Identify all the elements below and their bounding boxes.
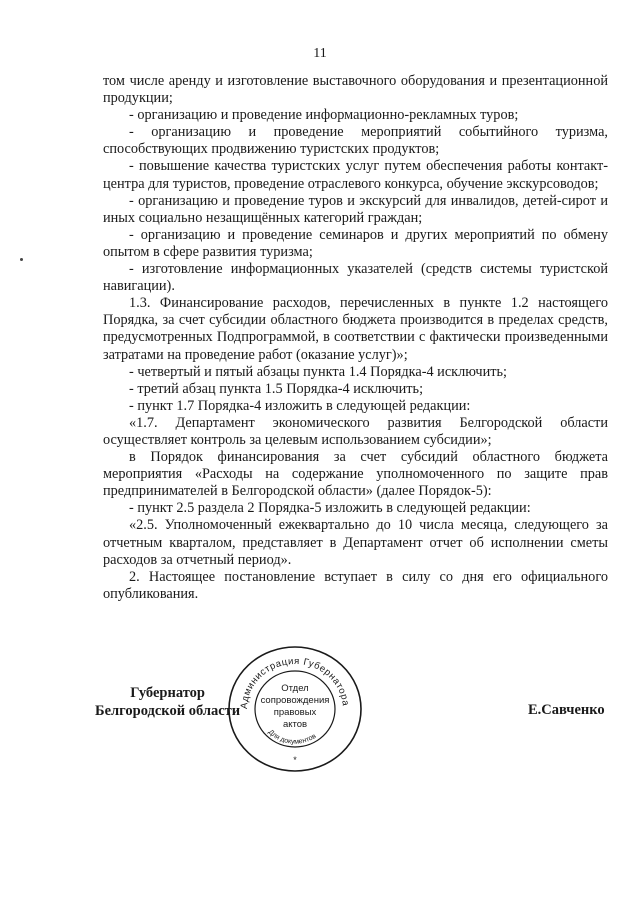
paragraph: - организацию и проведение семинаров и других мероприятий по обмену опытом в сфере развития туризма; [103, 226, 608, 260]
stamp-center-line: Отдел [281, 683, 309, 694]
paragraph: том числе аренду и изготовление выставочного оборудования и презентационной продукции; [103, 73, 608, 107]
paragraph: - организацию и проведение информационно-рекламных туров; [129, 107, 519, 124]
paragraph: - изготовление информационных указателей (средств системы туристской навигации). [103, 261, 608, 295]
paragraph: - организацию и проведение туров и экскурсий для инвалидов, детей-сирот и иных социально незащищённых категорий граждан; [103, 192, 608, 226]
signature-title-line-2: Белгородской области [95, 703, 241, 719]
paragraph: - четвертый и пятый абзацы пункта 1.4 Порядка-4 исключить; [129, 363, 507, 380]
paragraph: «1.7. Департамент экономического развития Белгородской области осуществляет контроль за целевым использованием субсидии»; [103, 414, 608, 448]
signature-title-line-1: Губернатор [130, 685, 205, 701]
stamp-center-line: сопровождения [260, 695, 330, 706]
signature-name: Е.Савченко [528, 702, 605, 718]
stamp-center-line: актов [282, 719, 308, 730]
stamp-center-line: правовых [273, 707, 317, 718]
official-stamp [226, 644, 364, 774]
paragraph: в Порядок финансирования за счет субсидий областного бюджета мероприятия «Расходы на содержание уполномоченного по защите прав предпринимателей в Белгородской области» (далее Порядок-5): [103, 449, 608, 500]
paragraph: - третий абзац пункта 1.5 Порядка-4 исключить; [129, 380, 424, 397]
paragraph: - повышение качества туристских услуг путем обеспечения работы контакт-центра для туристов, проведение отраслевого конкурса, обучение экскурсоводов; [103, 158, 608, 192]
stamp-ring-text: Администрация Губернатора [238, 655, 351, 710]
stamp-bottom-text: Для документов [266, 728, 318, 746]
svg-text:Для документов [267, 729, 318, 746]
stamp-icon [226, 644, 364, 774]
paragraph: - пункт 2.5 раздела 2 Порядка-5 изложить в следующей редакции: [129, 500, 531, 517]
paragraph: - организацию и проведение мероприятий событийного туризма, способствующих продвижению туристских продуктов; [103, 124, 608, 158]
signature-title [95, 684, 240, 720]
paragraph: «2.5. Уполномоченный ежеквартально до 10 числа месяца, следующего за отчетным кварталом, представляет в Департамент отчет об исполнении сметы расходов за отчетный период». [103, 517, 608, 568]
paragraph: 2. Настоящее постановление вступает в силу со дня его официального опубликования. [103, 568, 608, 602]
document-body [103, 73, 608, 603]
star-icon: * [293, 755, 297, 765]
paragraph: - пункт 1.7 Порядка-4 изложить в следующей редакции: [129, 397, 471, 414]
margin-mark [20, 258, 23, 261]
page-number: 11 [313, 46, 327, 61]
paragraph: 1.3. Финансирование расходов, перечисленных в пункте 1.2 настоящего Порядка, за счет субсидии областного бюджета производится в пределах средств, предусмотренных Подпрограммой, в соответствии с фактически произведенными затратами на проведение работ (оказание услуг)»; [103, 295, 608, 363]
